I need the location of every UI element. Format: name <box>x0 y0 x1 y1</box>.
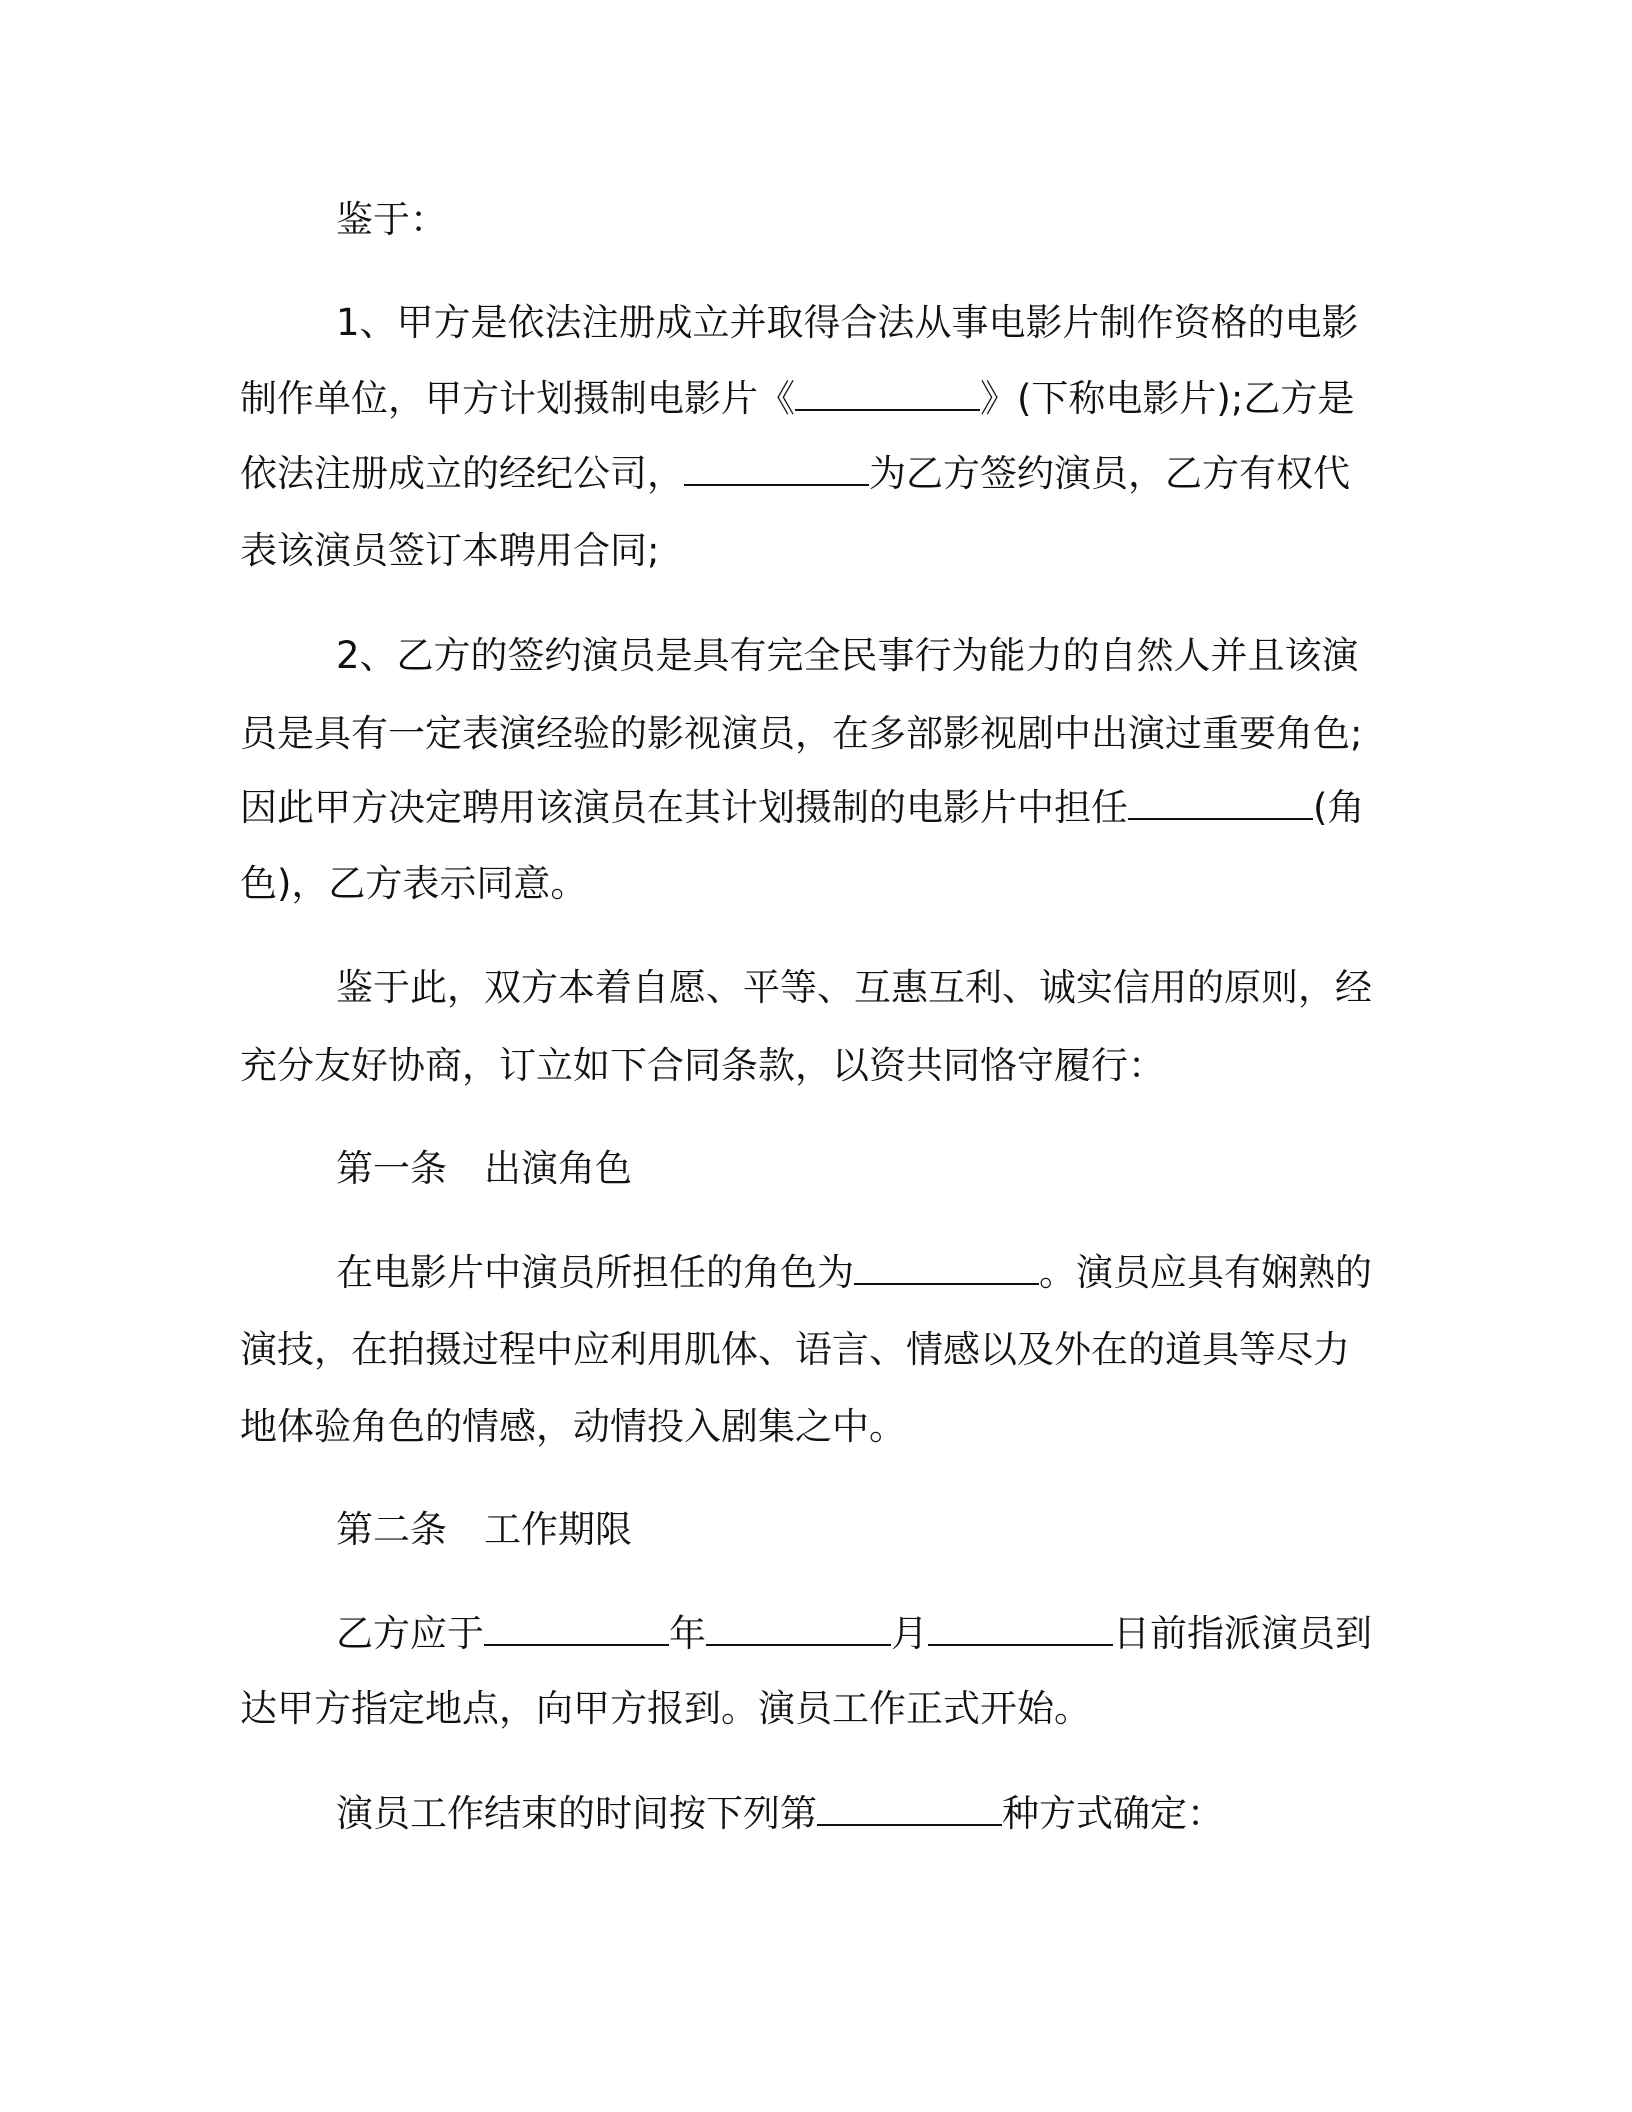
year-blank <box>484 1610 669 1646</box>
role-name-blank <box>854 1249 1039 1285</box>
article-2-line-1-text-a: 乙方应于 <box>336 1612 484 1655</box>
recital-2-line-1: 2、乙方的签约演员是具有完全民事行为能力的自然人并且该演 <box>336 634 1359 677</box>
article-1-line-1 <box>336 1248 1372 1298</box>
recital-1-line-3-text-a: 依法注册成立的经纪公司， <box>240 452 684 495</box>
recital-2-line-4: 色)，乙方表示同意。 <box>240 862 588 905</box>
whereas-line-1: 鉴于此，双方本着自愿、平等、互惠互利、诚实信用的原则，经 <box>336 966 1372 1009</box>
recital-2-line-3-text-a: 因此甲方决定聘用该演员在其计划摄制的电影片中担任 <box>240 786 1128 829</box>
article-2-line-3 <box>336 1789 1224 1839</box>
article-2-line-3-text-b: 种方式确定： <box>1002 1792 1224 1835</box>
method-number-blank <box>817 1790 1002 1826</box>
role-blank <box>1128 784 1313 820</box>
article-2-line-1-text-c: 月 <box>891 1612 928 1655</box>
whereas-line-2: 充分友好协商，订立如下合同条款，以资共同恪守履行： <box>240 1044 1165 1087</box>
recital-1-line-2 <box>240 374 1354 424</box>
film-title-blank <box>795 375 980 411</box>
recital-2-line-3 <box>240 783 1364 833</box>
recital-1-line-3-text-b: 为乙方签约演员，乙方有权代 <box>869 452 1350 495</box>
article-2-line-3-text-a: 演员工作结束的时间按下列第 <box>336 1792 817 1835</box>
month-blank <box>706 1610 891 1646</box>
day-blank <box>928 1610 1113 1646</box>
article-2-line-1-text-b: 年 <box>669 1612 706 1655</box>
recital-2-line-2: 员是具有一定表演经验的影视演员，在多部影视剧中出演过重要角色; <box>240 712 1363 755</box>
article-2-line-1-text-d: 日前指派演员到 <box>1113 1612 1372 1655</box>
article-1-heading: 第一条 出演角色 <box>336 1147 632 1190</box>
recital-1-line-2-text-b: 》(下称电影片);乙方是 <box>980 377 1355 420</box>
article-1-line-3: 地体验角色的情感，动情投入剧集之中。 <box>240 1405 906 1448</box>
article-1-line-1-text-a: 在电影片中演员所担任的角色为 <box>336 1251 854 1294</box>
recital-1-line-2-text-a: 制作单位，甲方计划摄制电影片《 <box>240 377 795 420</box>
article-2-line-1 <box>336 1609 1372 1659</box>
article-2-line-2: 达甲方指定地点，向甲方报到。演员工作正式开始。 <box>240 1687 1091 1730</box>
article-1-line-2: 演技，在拍摄过程中应利用肌体、语言、情感以及外在的道具等尽力 <box>240 1328 1350 1371</box>
recital-heading: 鉴于： <box>336 198 447 241</box>
recital-1-line-4: 表该演员签订本聘用合同; <box>240 529 660 572</box>
recital-1-line-3 <box>240 449 1350 499</box>
recital-2-line-3-text-b: (角 <box>1313 786 1365 829</box>
article-1-line-1-text-b: 。演员应具有娴熟的 <box>1039 1251 1372 1294</box>
recital-1-line-1: 1、甲方是依法注册成立并取得合法从事电影片制作资格的电影 <box>336 301 1359 344</box>
actor-name-blank <box>684 450 869 486</box>
article-2-heading: 第二条 工作期限 <box>336 1508 632 1551</box>
